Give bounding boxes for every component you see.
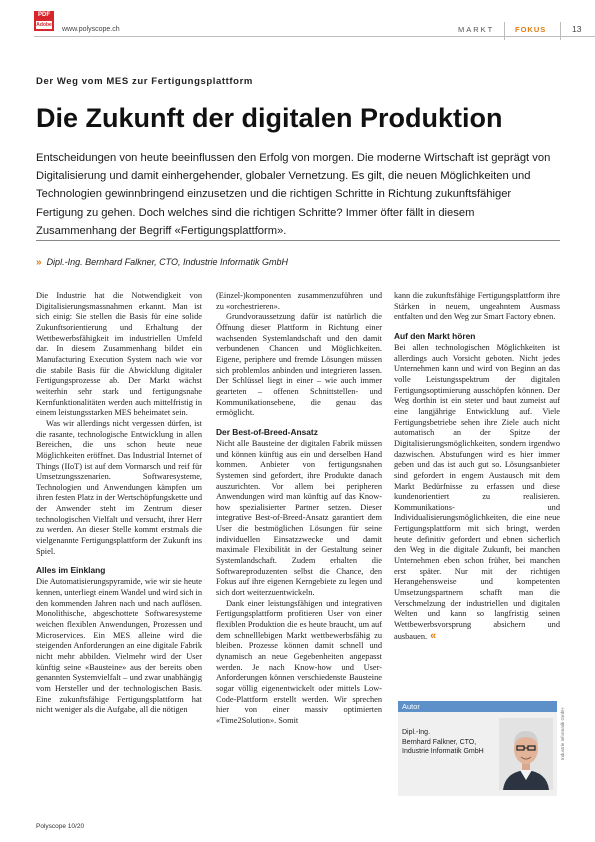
header-rule xyxy=(34,36,595,37)
pdf-icon[interactable] xyxy=(34,11,54,31)
paragraph: kann die zukunftsfähige Fertigungsplattform ihre Stärken in neuem, ungeahntem Ausmass entfalten und den Weg zur Smart Factory ebnen. xyxy=(394,291,560,322)
section-heading: Alles im Einklang xyxy=(36,565,106,576)
author-portrait-icon xyxy=(499,718,553,790)
author-box-label: Autor xyxy=(398,701,557,712)
author-name: Bernhard Falkner, CTO, xyxy=(402,738,477,746)
lead-divider xyxy=(36,240,560,241)
section-heading: Der Best-of-Breed-Ansatz xyxy=(216,426,318,437)
author-byline-text: Dipl.-Ing. Bernhard Falkner, CTO, Industrie Informatik GmbH xyxy=(46,257,288,267)
paragraph: Die Industrie hat die Notwendigkeit von Digitalisierungsmassnahmen erkannt. Man ist sich einig: Sie stellen die Basis für eine solide Zukunftsorientierung und Erhaltung der Wettbewerbsfähigkeit im industriellen Umfeld dar. In diesem Zusammenhang bildet ein Manufacturing Execution System nach wie vor die stabile Basis für die Abwicklung digitaler Fertigungsprozesse ab. Der Markt wächst weiterhin sehr stark und fertigungsnahe Kernfunktionalitäten werden auch mittelfristig in einem leistungsstarken MES beheimatet sein. xyxy=(36,291,202,418)
header-divider xyxy=(504,22,505,40)
author-company: Industrie Informatik GmbH xyxy=(402,748,484,755)
article-lead: Entscheidungen von heute beeinflussen den Erfolg von morgen. Die moderne Wirtschaft ist geprägt von Digitalisierung und damit einhergehender, globaler Vernetzung. Es gilt, die neuen Möglichkeiten und Technologien gewinnbringend einzusetzen und die richtigen Schritte in Richtung zukunftsfähiger Fertigung zu gehen. Doch welches sind die richtigen Schritte? Immer öfter fällt in diesem Zusammenhang der Begriff «Fertigungsplattform». xyxy=(36,152,551,237)
author-title: Dipl.-Ing. xyxy=(402,729,431,736)
article-kicker: Der Weg vom MES zur Fertigungsplattform xyxy=(36,76,253,87)
end-mark-icon: « xyxy=(430,629,437,642)
paragraph: Dank einer leistungsfähigen und integrativen Fertigungsplattform profitieren User von einer flexiblen Produktion die es heute braucht, um auf dem schnelllebigen Markt wettbewerbsfähig zu bleiben. Prozesse können damit schnell und dynamisch an neue Gegebenheiten angepasst werden. Je nach Know-how und User-Anforderungen können verschiedenste Bausteine sogar völlig eigenentwickelt oder mittels Low-Code-Plattform erstellt werden. Wir sprechen hier von einer massiv optimierten «Time2Solution». Somit xyxy=(216,598,382,725)
photo-credit: Industrie Informatik GmbH xyxy=(560,707,565,760)
footer-issue: Polyscope 10/20 xyxy=(36,823,85,830)
paragraph: (Einzel-)komponenten zusammenzuführen und zu «orchestrieren». xyxy=(216,291,382,311)
pdf-icon-sublabel: Adobe xyxy=(36,22,52,28)
author-box xyxy=(398,701,557,796)
paragraph: Nicht alle Bausteine der digitalen Fabrik müssen und können künftig aus ein und derselben Hand kommen. Anbieter von fertigungsnahen Systemen sind gefordert, ihre Produkte danach auszurichten. Vor allem bei peripheren Anwendungen wird man künftig auf das Know-how spezialisierter Partner setzen. Dieser integrative Best-of-Breed-Ansatz garantiert dem User die bestmöglichen Lösungen für seine individuellen Einsatzzwecke und damit maximale Flexibilität in der Gestaltung seiner Systemlandschaft. Zudem erhalten die Softwareproduzenten selbst die Chance, den Fokus auf ihre eigenen Kerngebiete zu legen und sich dort weiterzuentwickeln. xyxy=(216,438,382,598)
section-heading: Auf den Markt hören xyxy=(394,330,476,341)
section-label: MARKT xyxy=(458,25,495,34)
page-number: 13 xyxy=(572,24,582,34)
section-active-label: FOKUS xyxy=(515,25,547,34)
paragraph: Was wir allerdings nicht vergessen dürfen, ist die rasante, technologische Entwicklung in allen Bereichen, die uns schon heute neue Möglichkeiten eröffnet. Das Industrial Internet of Things (IIoT) ist auf dem Vormarsch und reif für Umsetzungsszenarien. Softwaresysteme, Technologien und Anwendungen kämpfen um ihren festen Platz in der Wertschöpfungskette und der Anwender steht im Zentrum dieser technologischen Vielfalt und versucht, ihrer Herr zu werden. An dieser Stelle kommt erstmals die vielgenannte Fertigungsplattform der Zukunft ins Spiel. xyxy=(36,418,203,556)
author-photo xyxy=(499,718,553,790)
paragraph: Die Automatisierungspyramide, wie wir sie heute kennen, unterliegt einem Wandel und wird sich in den kommenden Jahren nach und nach auflösen. Monolithische, abgeschottete Softwaresysteme weichen flexiblen Anwendungen, Prozessen und Microservices. Ein MES alleine wird die steigenden Anforderungen an eine digitale Fabrik nicht mehr abbilden. Vielmehr wird der User künftig seine «Bausteine» aus der bereits oben genannten Systemvielfalt – und zwar unabhängig vom Hersteller und der technologischen Basis. Eine zukunftsfähige Fertigungsplattform hat nicht weniger als die Aufgabe, all die nötigen xyxy=(36,577,203,715)
paragraph xyxy=(394,343,560,642)
pdf-icon-label: PDF xyxy=(38,12,50,18)
paragraph-text: Bei allen technologischen Möglichkeiten ist allerdings auch Vorsicht geboten. Nicht jedes Unternehmen kann und wird von Beginn an das volle Leistungsspektrum der digitalen Fertigungsoptimierung ausschöpfen können. Der Weg dorthin ist ein steter und baut zumeist auf eine langjährige Entwicklung auf. Viele Fertigungsbetriebe sehen ihre Ziele auch nicht automatisch an der Spitze der Digitalisierungsmöglichkeiten, sondern irgendwo dazwischen. Abstufungen wird es hier immer geben und das ist auch gut so. Lösungsanbieter sind gefordert in engem Austausch mit dem Markt Bedürfnisse zu erfassen und diese kundenorientiert zu realisieren. Kommunikations- und Individualisierungsmöglichkeiten, die eine neue Fertigungsplattform mit sich bringt, werden heute definitiv gefordert und ebnen sicherlich den Weg in die digitale Zukunft, bei manchen Unternehmen eben schon früher, bei manchen erst später. Nur mit der richtigen Herangehensweise und kompetenten Umsetzungspartnern schafft man die Verschmelzung der industriellen und digitalen Welten und kann so langfristig seinen Wettbewerbsvorsprung absichern und ausbauen. xyxy=(394,342,560,641)
author-box-text xyxy=(402,728,498,757)
author-byline xyxy=(36,257,288,268)
chevron-right-icon: » xyxy=(36,257,42,268)
text-column-2 xyxy=(216,291,382,727)
article-headline: Die Zukunft der digitalen Produktion xyxy=(36,103,503,133)
paragraph: Grundvoraussetzung dafür ist natürlich die Öffnung dieser Plattform in Richtung einer wachsenden Systemlandschaft und den damit verbundenen Chancen und Möglichkeiten. Eigene, periphere und fremde Lösungen müssen sich problemlos anbinden und integrieren lassen. Der Schlüssel liegt in einer – wie auch immer gearteten – offenen Schnittstellen- und Kommunikationsebene, die genau das ermöglicht. xyxy=(216,312,382,418)
text-column-3 xyxy=(394,291,560,642)
site-url-link[interactable]: www.polyscope.ch xyxy=(62,26,120,33)
text-column-1 xyxy=(36,291,202,716)
header-divider xyxy=(560,22,561,40)
